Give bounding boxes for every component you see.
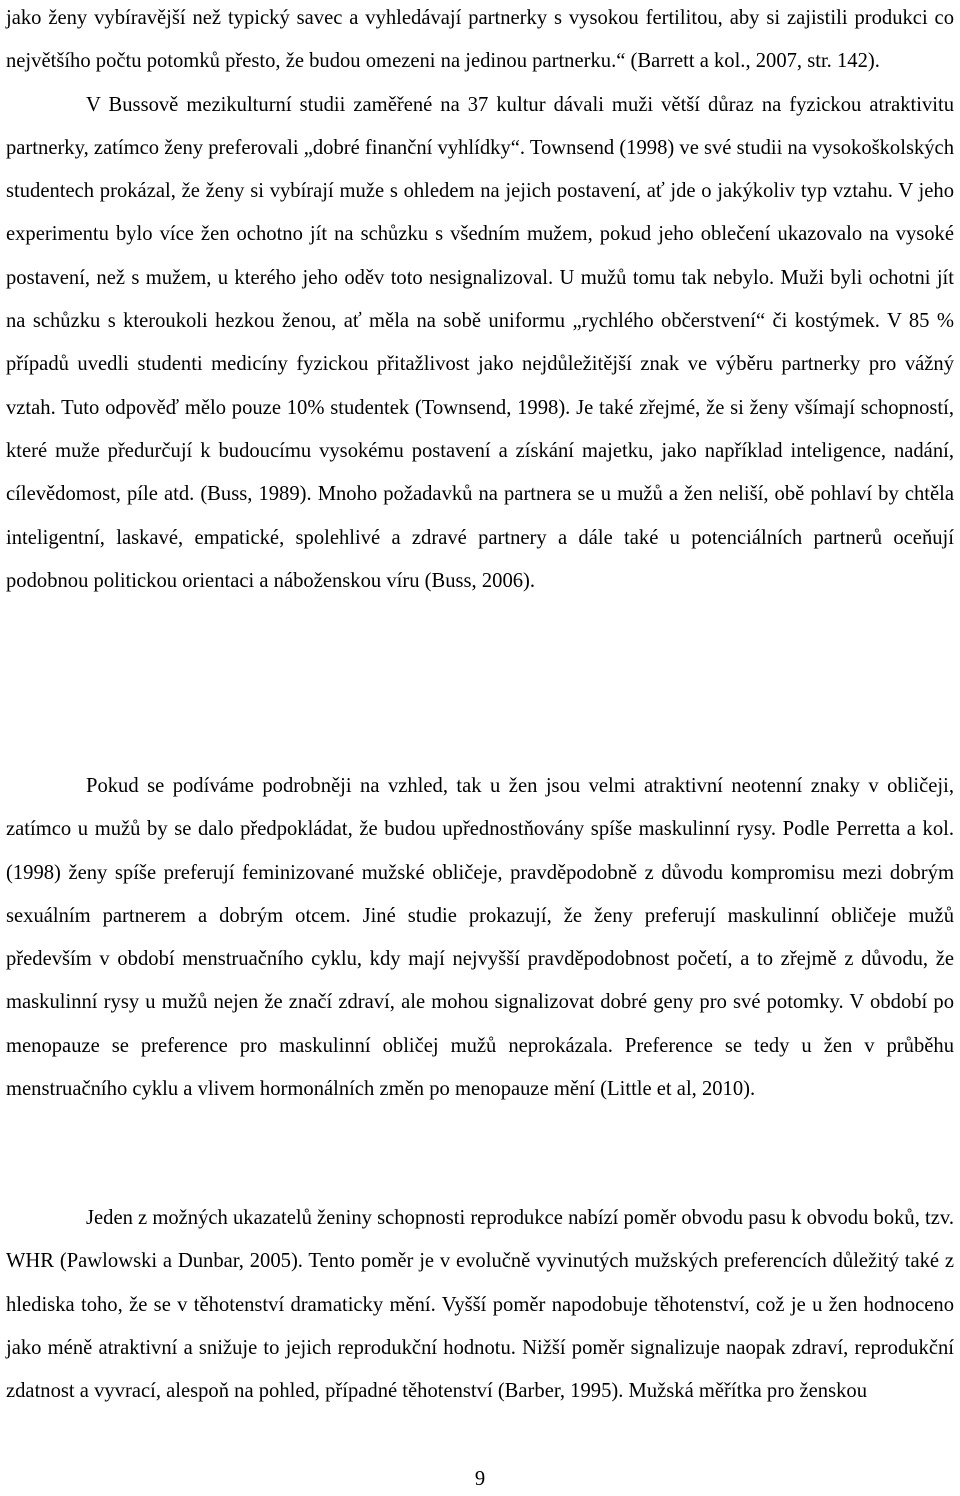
paragraph-facial-features: Pokud se podíváme podrobněji na vzhled, tak u žen jsou velmi atraktivní neotenní znaky v obličeji, zatímco u mužů by se dalo předpokládat, že budou upřednostňovány spíše maskulinní rysy. Podle Perretta a kol. (1998) ženy spíše preferují feminizované mužské obličeje, pravděpodobně z důvodu kompromisu mezi dobrým sexuálním partnerem a dobrým otcem. Jiné studie prokazují, že ženy preferují maskulinní obličeje mužů především v období menstruačního cyklu, kdy mají nejvyšší pravděpodobnost početí, a to zřejmě z důvodu, že maskulinní rysy u mužů nejen že značí zdraví, ale mohou signalizovat dobré geny pro své potomky. V období po menopauze se preference pro maskulinní obličej mužů neprokázala. Preference se tedy u žen v průběhu menstruačního cyklu a vlivem hormonálních změn po menopauze mění (Little et al, 2010). xyxy=(6,775,954,1101)
paragraph-continuation: jako ženy vybíravější než typický savec a vyhledávají partnerky s vysokou fertilitou, aby si zajistili produkci co největšího počtu potomků přesto, že budou omezeni na jedinou partnerku.“ (Barrett a kol., 2007, str. 142). xyxy=(6,7,954,73)
paragraph-whr: Jeden z možných ukazatelů ženiny schopnosti reprodukce nabízí poměr obvodu pasu k obvodu boků, tzv. WHR (Pawlowski a Dunbar, 2005). Tento poměr je v evolučně vyvinutých mužských preferencích důležitý také z hlediska toho, že se v těhotenství dramaticky mění. Vyšší poměr napodobuje těhotenství, což je u žen hodnoceno jako méně atraktivní a snižuje to jejich reprodukční hodnotu. Nižší poměr signalizuje naopak zdraví, reprodukční zdatnost a vyvrací, alespoň na pohled, případné těhotenství (Barber, 1995). Mužská měřítka pro ženskou xyxy=(6,1207,954,1403)
paragraph-buss-study: V Bussově mezikulturní studii zaměřené na 37 kultur dávali muži větší důraz na fyzickou atraktivitu partnerky, zatímco ženy preferovali „dobré finanční vyhlídky“. Townsend (1998) ve své studii na vysokoškolských studentech prokázal, že ženy si vybírají muže s ohledem na jejich postavení, ať jde o jakýkoliv typ vztahu. V jeho experimentu bylo více žen ochotno jít na schůzku s všedním mužem, pokud jeho oblečení ukazovalo na vysoké postavení, než s mužem, u kterého jeho oděv toto nesignalizoval. U mužů tomu tak nebylo. Muži byli ochotni jít na schůzku s kteroukoli hezkou ženou, ať měla na sobě uniformu „rychlého občerstvení“ či kostýmek. V 85 % případů uvedli studenti medicíny fyzickou přitažlivost jako nejdůležitější znak ve výběru partnerky pro vážný vztah. Tuto odpověď mělo pouze 10% studentek (Townsend, 1998). Je také zřejmé, že si ženy všímají schopností, které muže předurčují k budoucímu vysokému postavení a získání majetku, jako například inteligence, nadání, cílevědomost, píle atd. (Buss, 1989). Mnoho požadavků na partnera se u mužů a žen neliší, obě pohlaví by chtěla inteligentní, laskavé, empatické, spolehlivé a zdravé partnery a dále také u potenciálních partnerů oceňují podobnou politickou orientaci a náboženskou víru (Buss, 2006). xyxy=(6,93,954,592)
page-number: 9 xyxy=(474,1468,486,1490)
body-text-block-1 xyxy=(6,0,954,603)
document-page xyxy=(6,0,954,1496)
